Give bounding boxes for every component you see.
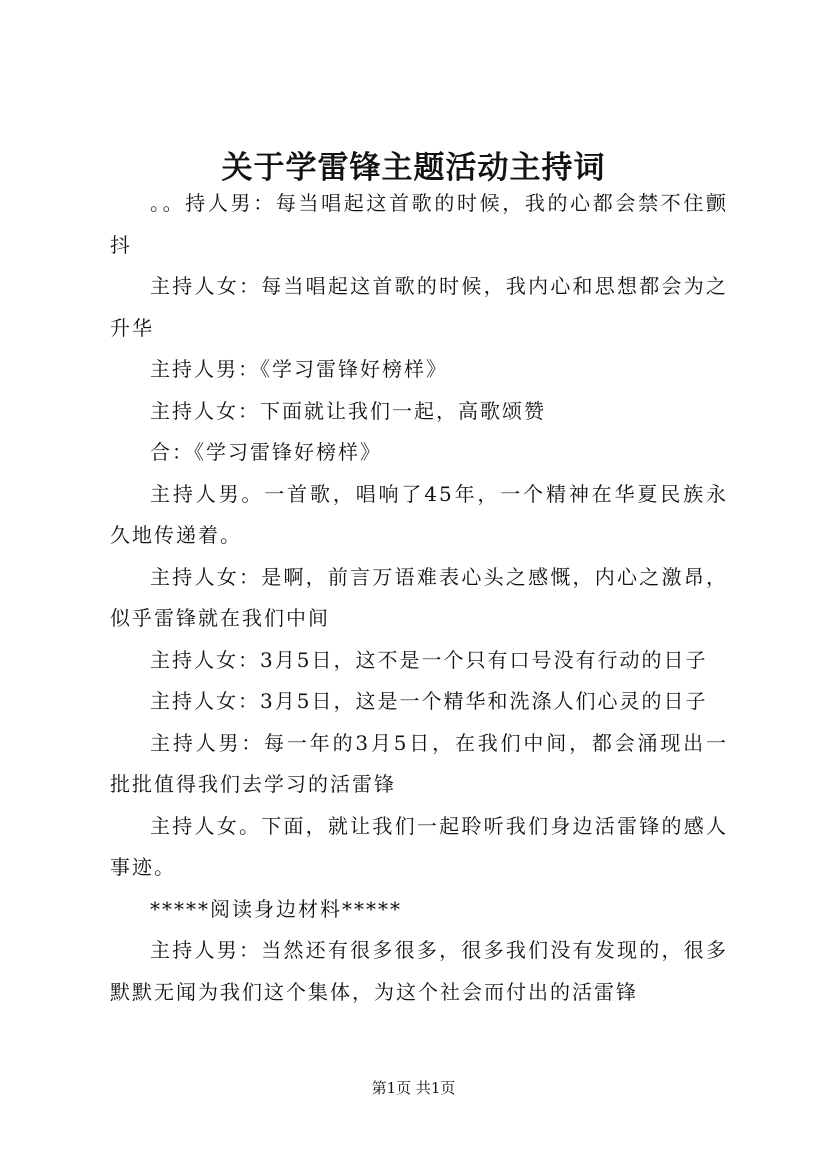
paragraph-10: 主持人男：每一年的3月5日，在我们中间，都会涌现出一批批值得我们去学习的活雷锋 bbox=[110, 730, 728, 796]
page-number: 第1页 共1页 bbox=[371, 1079, 456, 1097]
paragraph-3: 主持人男：《学习雷锋好榜样》 bbox=[150, 357, 448, 381]
paragraph-5: 合：《学习雷锋好榜样》 bbox=[150, 440, 382, 464]
paragraph-7: 主持人女：是啊，前言万语难表心头之感慨，内心之激昂，似乎雷锋就在我们中间 bbox=[110, 564, 728, 630]
paragraph-2: 主持人女：每当唱起这首歌的时候，我内心和思想都会为之升华 bbox=[110, 274, 728, 340]
paragraph-11: 主持人女。下面，就让我们一起聆听我们身边活雷锋的感人事迹。 bbox=[110, 813, 728, 879]
document-title: 关于学雷锋主题活动主持词 bbox=[221, 150, 606, 186]
paragraph-1: 。。持人男：每当唱起这首歌的时候，我的心都会禁不住颤抖 bbox=[110, 191, 728, 257]
document-body bbox=[110, 183, 728, 1013]
paragraph-8: 主持人女：3月5日，这不是一个只有口号没有行动的日子 bbox=[150, 647, 708, 672]
paragraph-13: 主持人男：当然还有很多很多，很多我们没有发现的，很多默默无闻为我们这个集体，为这个社会而付出的活雷锋 bbox=[110, 938, 728, 1004]
paragraph-4: 主持人女：下面就让我们一起，高歌颂赞 bbox=[150, 398, 546, 423]
paragraph-9: 主持人女：3月5日，这是一个精华和洗涤人们心灵的日子 bbox=[150, 689, 708, 713]
paragraph-12: *****阅读身边材料***** bbox=[150, 896, 402, 921]
paragraph-6: 主持人男。一首歌，唱响了45年，一个精神在华夏民族永久地传递着。 bbox=[110, 481, 728, 547]
